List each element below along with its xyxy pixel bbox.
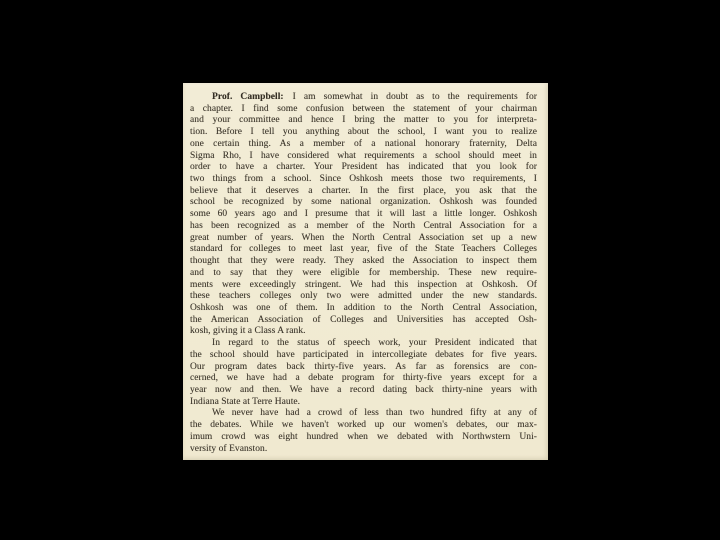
text-line: Oshkosh was one of them. In addition to the North Central Association,	[190, 302, 537, 313]
text-line: the school should have participated in intercollegiate debates for five years.	[190, 349, 537, 360]
text-line: school be recognized by some national organization. Oshkosh was founded	[190, 197, 537, 208]
speaker-name: Prof. Campbell:	[212, 92, 284, 102]
text-line: and your committee and hence I bring the matter to you for interpreta-	[190, 115, 537, 126]
text-line: imum crowd was eight hundred when we debated with Northwstern Uni-	[190, 431, 537, 442]
text-line: these teachers colleges only two were admitted under the new standards.	[190, 291, 537, 302]
text-line: the American Association of Colleges and Universities has accepted Osh-	[190, 314, 537, 325]
text-line: two things from a school. Since Oshkosh meets those two requirements, I	[190, 174, 537, 185]
text-line: Prof. Campbell: I am somewhat in doubt as to the requirements for	[212, 92, 537, 102]
text-line: order to have a charter. Your President has indicated that you look for	[190, 162, 537, 173]
text-line: standard for colleges to meet last year, five of the State Teachers Colleges	[190, 244, 537, 255]
text-line: year now and then. We have a record dating back thirty-nine years with	[190, 384, 537, 395]
text-line: and to say that they were eligible for membership. These new require-	[190, 267, 537, 278]
text-line: We never have had a crowd of less than two hundred fifty at any of	[212, 408, 537, 419]
text-line: Indiana State at Terre Haute.	[190, 396, 301, 407]
text-line: ments were exceedingly stringent. We had this inspection at Oshkosh. Of	[190, 279, 537, 290]
text-line: has been recognized as a member of the North Central Association for a	[190, 220, 537, 231]
text-line: cerned, we have had a debate program for thirty-five years except for a	[190, 373, 537, 384]
text-line: Our program dates back thirty-five years. As far as forensics are con-	[190, 361, 537, 372]
text-line: the debates. While we haven't worked up our women's debates, our max-	[190, 420, 537, 431]
text-line: versity of Evanston.	[190, 443, 268, 454]
text-line: great number of years. When the North Central Association set up a new	[190, 232, 537, 243]
scanned-page	[183, 83, 548, 460]
text-line: believe that it deserves a charter. In the first place, you ask that the	[190, 185, 537, 196]
text-line: In regard to the status of speech work, your President indicated that	[212, 338, 537, 349]
page-text	[190, 92, 537, 455]
text-line: Sigma Rho, I have considered what requirements a school should meet in	[190, 150, 537, 161]
text-line: tion. Before I tell you anything about the school, I want you to realize	[190, 127, 537, 138]
text-line: one certain thing. As a member of a national honorary fraternity, Delta	[190, 138, 537, 149]
text-line: some 60 years ago and I presume that it will last a little longer. Oshkosh	[190, 209, 537, 220]
text-line: a chapter. I find some confusion between the statement of your chairman	[190, 103, 537, 114]
text-line: kosh, giving it a Class A rank.	[190, 326, 306, 337]
text-line: thought that they were ready. They asked the Association to inspect them	[190, 256, 537, 267]
